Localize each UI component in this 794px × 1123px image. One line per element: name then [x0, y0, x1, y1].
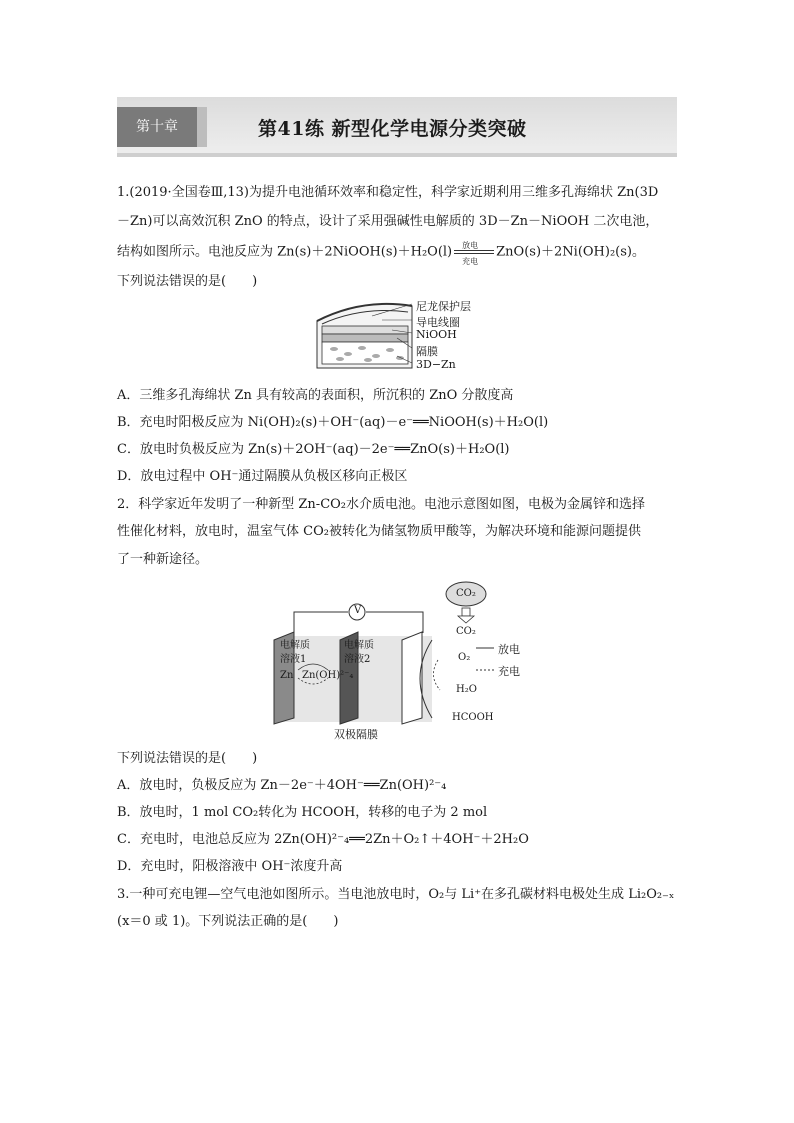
- label-niooh: NiOOH: [416, 328, 457, 341]
- chapter-tab: 第十章: [117, 107, 197, 147]
- q3-stem-line1: 3.一种可充电锂—空气电池如图所示。当电池放电时，O₂与 Li⁺在多孔碳材料电极处生成 Li₂O₂₋ₓ: [117, 887, 675, 902]
- solution2-label-a: 电解质: [344, 640, 374, 651]
- q1-option-c: C．放电时负极反应为 Zn(s)＋2OH⁻(aq)－2e⁻══ZnO(s)＋H₂O(l): [117, 442, 510, 457]
- solution2-label-b: 溶液2: [344, 654, 371, 665]
- legend-discharge: 放电: [498, 643, 520, 656]
- label-separator: 隔膜: [416, 345, 438, 358]
- q2-option-c: C．充电时，电池总反应为 2Zn(OH)²⁻₄══2Zn＋O₂↑＋4OH⁻＋2H₂O: [117, 832, 529, 847]
- solution1-label-a: 电解质: [280, 640, 310, 651]
- o2-label: O₂: [458, 652, 471, 663]
- q3-stem-line2: (x＝0 或 1)。下列说法正确的是( ): [117, 914, 339, 929]
- q2-prompt: 下列说法错误的是( ): [117, 751, 258, 766]
- label-nylon-layer: 尼龙保护层: [416, 300, 471, 313]
- q2-option-a: A．放电时，负极反应为 Zn－2e⁻＋4OH⁻══Zn(OH)²⁻₄: [117, 778, 447, 793]
- q1-stem-line3: [117, 241, 645, 266]
- q2-stem-line3: 了一种新途径。: [117, 552, 209, 567]
- label-conductive-coil: 导电线圈: [416, 316, 460, 329]
- chapter-tab-notch: [197, 107, 207, 147]
- hcooh-label: HCOOH: [452, 712, 494, 723]
- q2-cell-figure: [268, 578, 520, 743]
- q1-arrow-charge-label: 充电: [462, 257, 479, 266]
- co2-cloud-label: CO₂: [456, 588, 476, 599]
- q1-option-b: B．充电时阳极反应为 Ni(OH)₂(s)＋OH⁻(aq)－e⁻══NiOOH(s)＋H₂O(l): [117, 415, 549, 430]
- q1-reversible-arrow: [452, 241, 496, 266]
- co2-label: CO₂: [456, 626, 476, 637]
- h2o-label: H₂O: [456, 684, 477, 695]
- q1-stem-line2: －Zn)可以高效沉积 ZnO 的特点，设计了采用强碱性电解质的 3D－Zn－NiOOH 二次电池，: [117, 214, 659, 229]
- zn-label: Zn: [280, 670, 294, 681]
- q1-reaction-right: ZnO(s)＋2Ni(OH)₂(s)。: [496, 244, 645, 260]
- q1-option-d: D．放电过程中 OH⁻通过隔膜从负极区移向正极区: [117, 469, 408, 484]
- label-3d-zn: 3D−Zn: [416, 358, 456, 371]
- zincate-label: Zn(OH)²⁻₄: [302, 670, 354, 681]
- page-title: 第41练 新型化学电源分类突破: [258, 118, 527, 140]
- header-divider: [117, 153, 677, 157]
- q1-arrow-discharge-label: 放电: [462, 241, 479, 250]
- q1-option-a: A．三维多孔海绵状 Zn 具有较高的表面积，所沉积的 ZnO 分散度高: [117, 388, 514, 403]
- q2-option-b: B．放电时，1 mol CO₂转化为 HCOOH，转移的电子为 2 mol: [117, 805, 488, 820]
- solution1-label-b: 溶液1: [280, 654, 307, 665]
- q2-stem-line1: 2．科学家近年发明了一种新型 Zn-CO₂水介质电池。电池示意图如图，电极为金属锌和选择: [117, 497, 646, 512]
- q2-stem-line2: 性催化材料，放电时，温室气体 CO₂被转化为储氢物质甲酸等，为解决环境和能源问题提供: [117, 524, 641, 539]
- q2-option-d: D．充电时，阳极溶液中 OH⁻浓度升高: [117, 859, 343, 874]
- q1-prompt: 下列说法错误的是( ): [117, 274, 258, 289]
- q1-battery-figure: [312, 296, 492, 374]
- q1-reaction-left: 结构如图所示。电池反应为 Zn(s)＋2NiOOH(s)＋H₂O(l): [117, 244, 453, 260]
- legend-charge: 充电: [498, 665, 520, 678]
- q1-stem-line1: 1.(2019·全国卷Ⅲ,13)为提升电池循环效率和稳定性，科学家近期利用三维多孔海绵状 Zn(3D: [117, 185, 659, 200]
- voltmeter-label: V: [354, 605, 362, 616]
- bipolar-membrane-label: 双极隔膜: [334, 728, 378, 741]
